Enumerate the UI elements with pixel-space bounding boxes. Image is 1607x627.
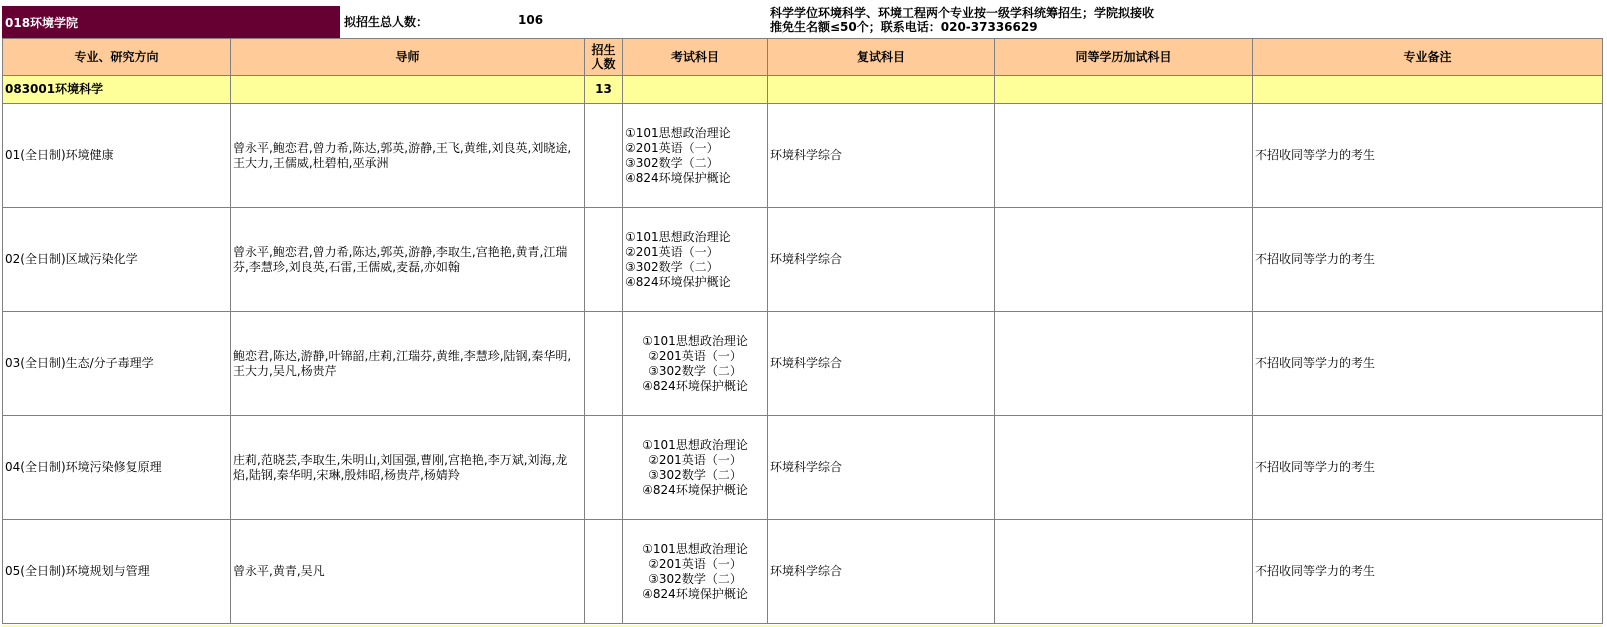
quota-cell: [585, 104, 623, 208]
major-remark-cell: [1253, 76, 1603, 104]
exam-subject: ②201英语（一）: [648, 348, 742, 363]
exam-subjects: [623, 416, 768, 520]
table-row: [3, 208, 1603, 312]
retest-subject: 环境科学综合: [768, 104, 995, 208]
exam-subject: ④824环境保护概论: [642, 586, 748, 601]
exam-subject: ①101思想政治理论: [642, 333, 748, 348]
extra-subject: [995, 520, 1253, 624]
exam-subject: ④824环境保护概论: [642, 378, 748, 393]
table-row: [3, 312, 1603, 416]
direction-name: 04(全日制)环境污染修复原理: [3, 416, 231, 520]
quota-value: 106: [518, 13, 544, 27]
col-header-major: 专业、研究方向: [3, 39, 231, 76]
quota-cell: [585, 312, 623, 416]
table-row: [3, 416, 1603, 520]
exam-subject: ④824环境保护概论: [642, 482, 748, 497]
major-advisor-cell: [231, 76, 585, 104]
advisor-list: 鲍恋君,陈达,游静,叶锦韶,庄莉,江瑞芬,黄维,李慧珍,陆钢,秦华明,王大力,吴凡,杨贵芹: [231, 312, 585, 416]
remark: 不招收同等学力的考生: [1253, 312, 1603, 416]
retest-subject: 环境科学综合: [768, 312, 995, 416]
admission-note: [770, 6, 1600, 34]
retest-subject: 环境科学综合: [768, 520, 995, 624]
exam-subject: ②201英语（一）: [625, 244, 719, 259]
major-extra-cell: [995, 76, 1253, 104]
note-line-2: 推免生名额≤50个；联系电话：020-37336629: [770, 20, 1038, 34]
major-retest-cell: [768, 76, 995, 104]
retest-subject: 环境科学综合: [768, 208, 995, 312]
direction-name: 02(全日制)区域污染化学: [3, 208, 231, 312]
direction-name: 01(全日制)环境健康: [3, 104, 231, 208]
exam-subject: ②201英语（一）: [648, 452, 742, 467]
exam-subject: ④824环境保护概论: [625, 170, 731, 185]
exam-subject: ③302数学（二）: [625, 259, 719, 274]
remark: 不招收同等学力的考生: [1253, 104, 1603, 208]
quota-cell: [585, 208, 623, 312]
extra-subject: [995, 208, 1253, 312]
quota-cell: [585, 416, 623, 520]
table-row: [3, 520, 1603, 624]
retest-subject: 环境科学综合: [768, 416, 995, 520]
advisor-list: 曾永平,鲍恋君,曾力希,陈达,郭英,游静,王飞,黄维,刘良英,刘晓途,王大力,王儒威,杜碧柏,巫承洲: [231, 104, 585, 208]
exam-subject: ③302数学（二）: [625, 155, 719, 170]
school-name: 018环境学院: [2, 6, 340, 38]
extra-subject: [995, 416, 1253, 520]
major-exam-cell: [623, 76, 768, 104]
col-header-advisor: 导师: [231, 39, 585, 76]
col-header-quota: 招生人数: [585, 39, 623, 76]
direction-name: 03(全日制)生态/分子毒理学: [3, 312, 231, 416]
exam-subject: ③302数学（二）: [648, 363, 742, 378]
note-line-1: 科学学位环境科学、环境工程两个专业按一级学科统筹招生；学院拟接收: [770, 6, 1155, 20]
exam-subject: ①101思想政治理论: [642, 437, 748, 452]
exam-subject: ④824环境保护概论: [625, 274, 731, 289]
remark: 不招收同等学力的考生: [1253, 416, 1603, 520]
col-header-retest: 复试科目: [768, 39, 995, 76]
exam-subjects: [623, 312, 768, 416]
major-name: 083001环境科学: [3, 76, 231, 104]
advisor-list: 曾永平,黄青,吴凡: [231, 520, 585, 624]
quota-label: 拟招生总人数：: [344, 15, 429, 29]
major-quota: 13: [585, 76, 623, 104]
exam-subject: ①101思想政治理论: [642, 541, 748, 556]
extra-subject: [995, 104, 1253, 208]
extra-subject: [995, 312, 1253, 416]
exam-subject: ②201英语（一）: [648, 556, 742, 571]
exam-subject: ③302数学（二）: [648, 571, 742, 586]
major-row: [3, 76, 1603, 104]
table-row: [3, 104, 1603, 208]
exam-subject: ①101思想政治理论: [625, 125, 731, 140]
col-header-remark: 专业备注: [1253, 39, 1603, 76]
quota-cell: [585, 520, 623, 624]
enrollment-table: [2, 38, 1603, 624]
exam-subjects: [623, 104, 768, 208]
exam-subjects: [623, 520, 768, 624]
remark: 不招收同等学力的考生: [1253, 208, 1603, 312]
exam-subject: ①101思想政治理论: [625, 229, 731, 244]
column-header-row: [3, 39, 1603, 76]
exam-subject: ③302数学（二）: [648, 467, 742, 482]
col-header-exam: 考试科目: [623, 39, 768, 76]
remark: 不招收同等学力的考生: [1253, 520, 1603, 624]
exam-subjects: [623, 208, 768, 312]
direction-name: 05(全日制)环境规划与管理: [3, 520, 231, 624]
col-header-extra: 同等学历加试科目: [995, 39, 1253, 76]
exam-subject: ②201英语（一）: [625, 140, 719, 155]
advisor-list: 庄莉,范晓芸,李取生,朱明山,刘国强,曹刚,宫艳艳,李万斌,刘海,龙焰,陆钢,秦华明,宋琳,殷炜昭,杨贵芹,杨婧羚: [231, 416, 585, 520]
advisor-list: 曾永平,鲍恋君,曾力希,陈达,郭英,游静,李取生,宫艳艳,黄青,江瑞芬,李慧珍,刘良英,石雷,王儒威,麦磊,亦如翰: [231, 208, 585, 312]
